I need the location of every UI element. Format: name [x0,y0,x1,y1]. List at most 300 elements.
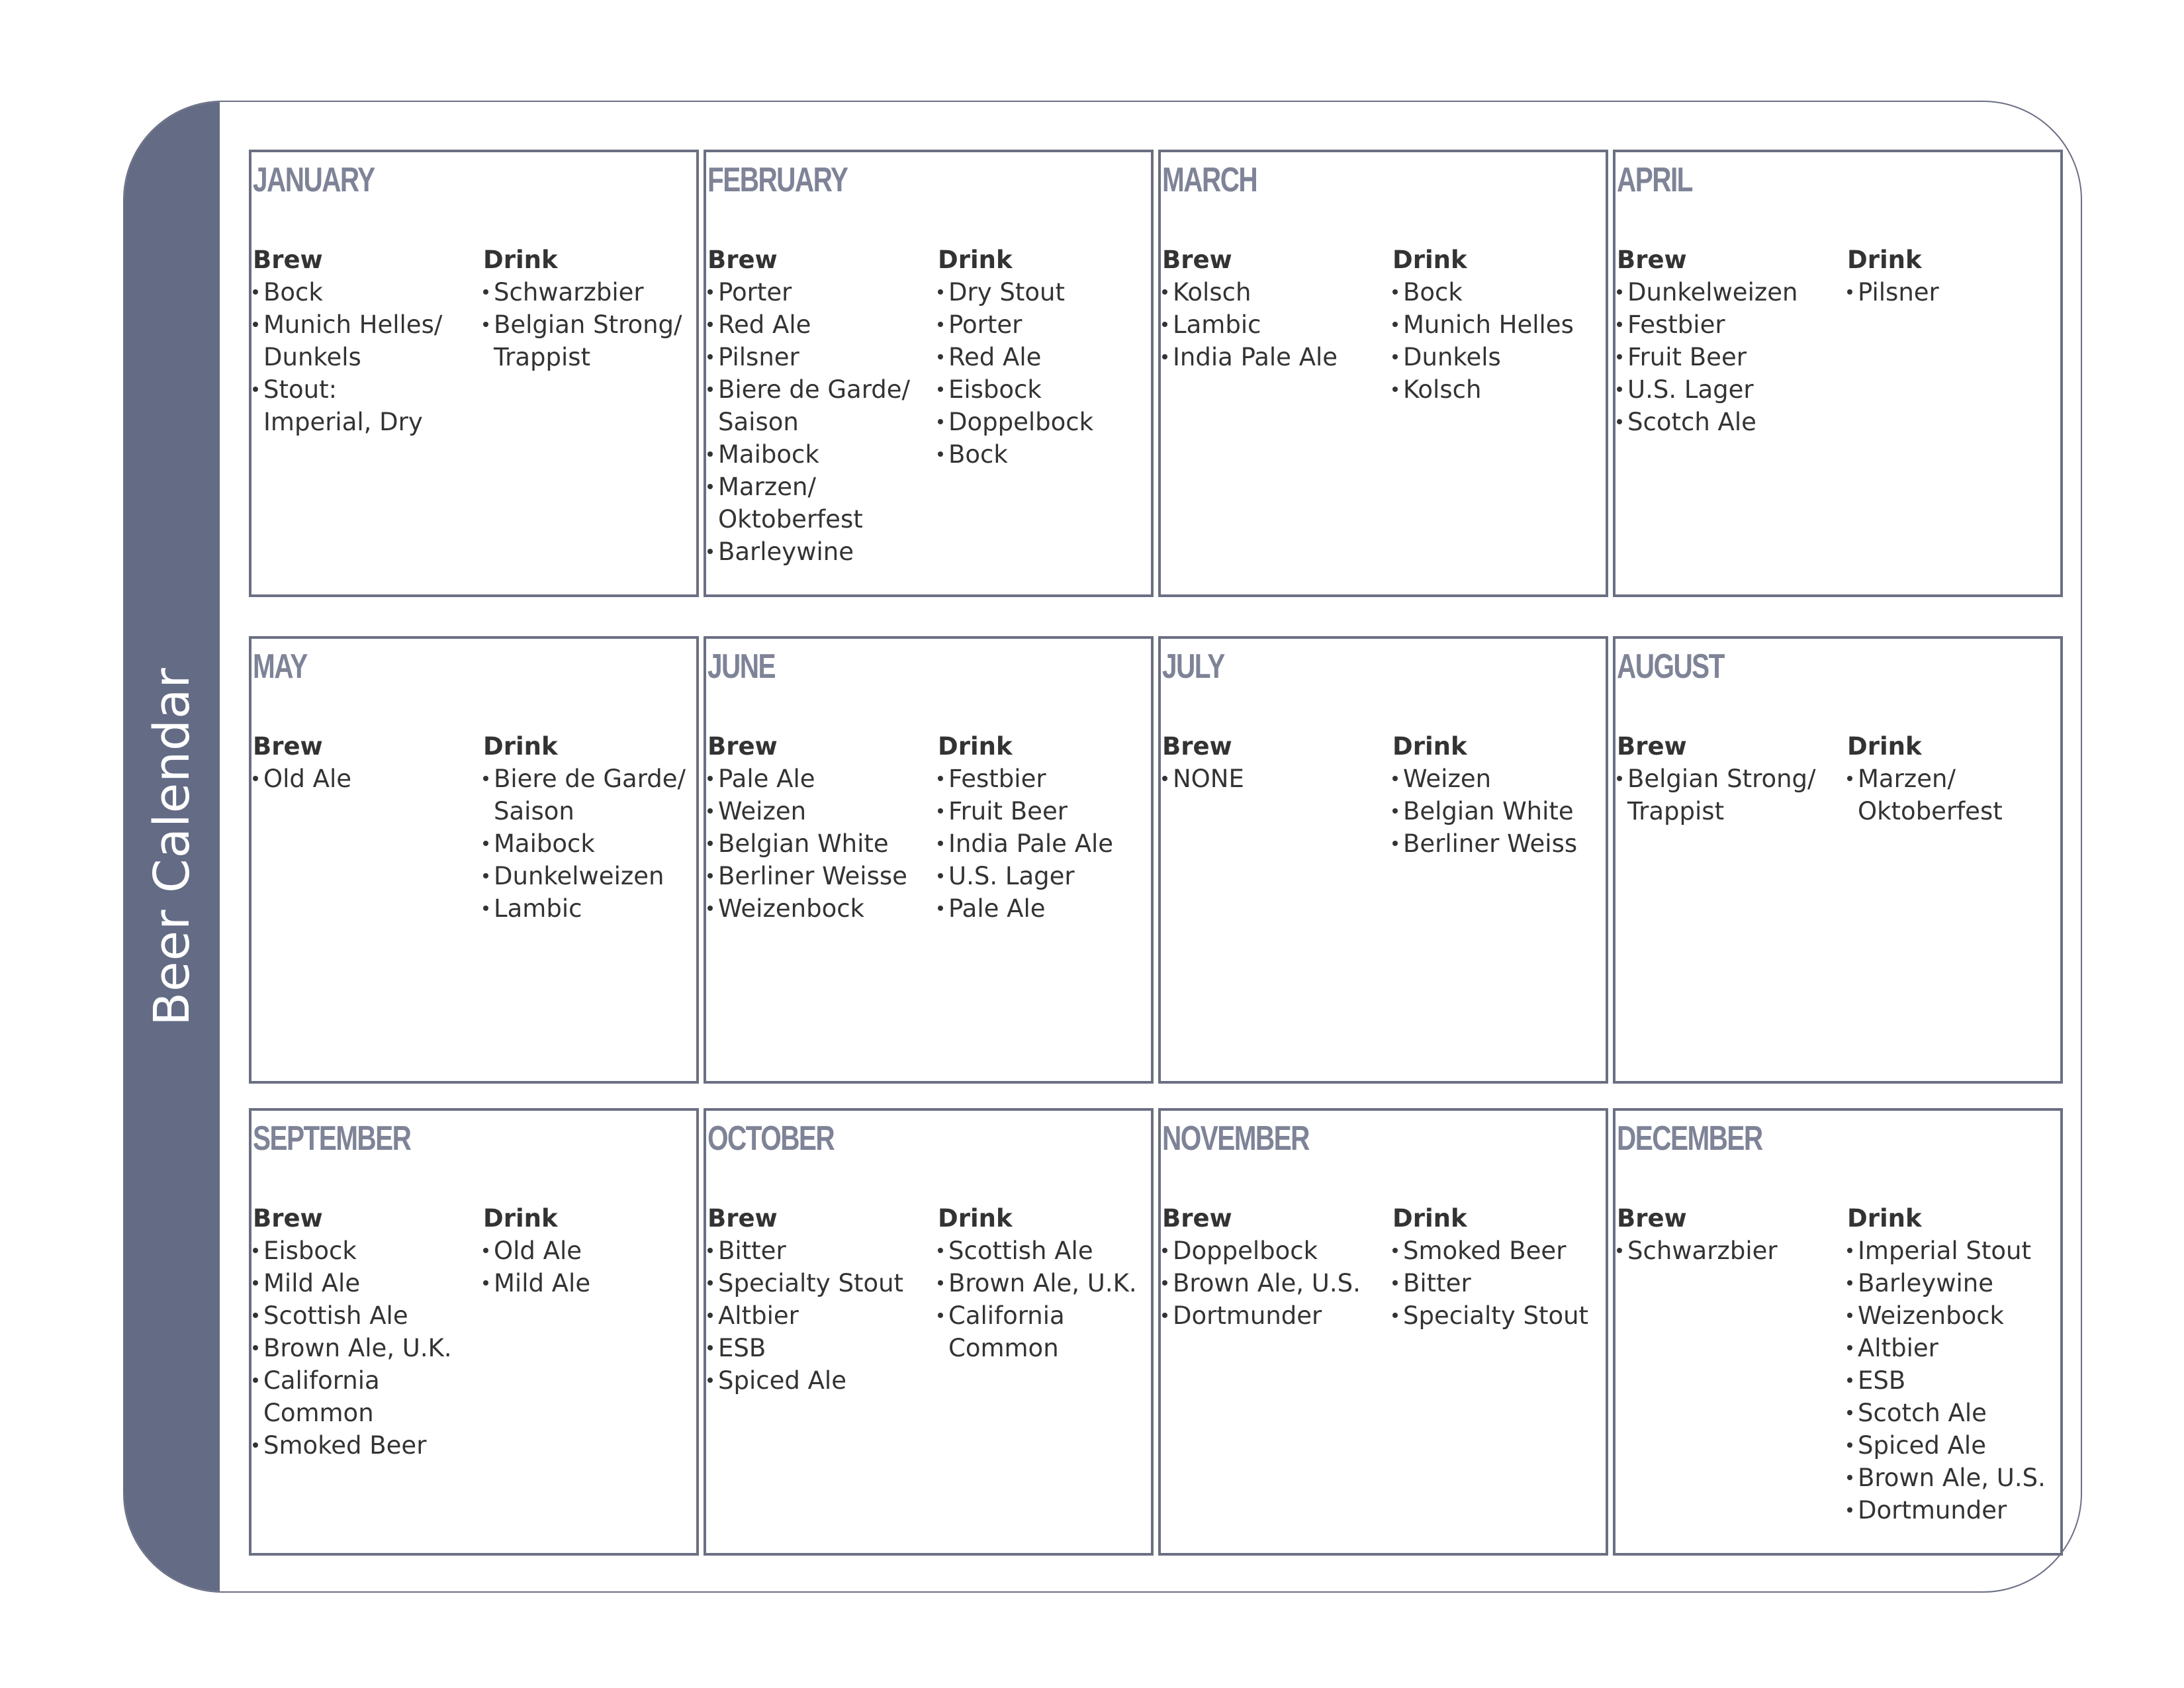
drink-item [1847,1299,2075,1332]
brew-item [253,1235,481,1267]
brew-item-label: Kolsch [1173,278,1251,306]
brew-item [707,1299,936,1332]
bullet-icon [1392,1248,1398,1253]
drink-item [1392,276,1621,308]
bullet-icon [707,1248,713,1253]
bullet-icon [1847,1345,1852,1350]
bullet-icon [707,1378,713,1383]
brew-item [253,763,481,795]
brew-item-label: Scottish Ale [263,1301,408,1330]
bullet-icon [1392,289,1398,295]
brew-item-label: Brown Ale, U.K. [263,1334,452,1362]
drink-item-label: California Common [948,1301,1065,1362]
bullet-icon [1162,289,1167,295]
brew-item-label: Berliner Weisse [718,862,907,890]
brew-item-label: Marzen/ Oktoberfest [718,473,863,534]
brew-item-label: Altbier [718,1301,799,1330]
drink-item-label: Weizenbock [1858,1301,2004,1330]
drink-heading: Drink [1847,1204,1922,1233]
bullet-icon [938,776,943,781]
drink-item [938,1267,1166,1299]
bullet-icon [1162,354,1167,359]
brew-heading: Brew [1162,246,1232,274]
brew-item-label: Brown Ale, U.S. [1173,1269,1361,1297]
drink-item-label: Mild Ale [494,1269,591,1297]
brew-column [1617,730,1845,827]
drink-item [938,1299,1166,1364]
drink-item [1847,1494,2075,1526]
brew-item [707,795,936,827]
bullet-icon [1392,841,1398,846]
month-title: SEPTEMBER [253,1119,411,1158]
brew-item [1162,276,1390,308]
bullet-icon [1392,1280,1398,1286]
bullet-icon [707,776,713,781]
drink-item-label: Specialty Stout [1403,1301,1589,1330]
brew-item [253,308,481,373]
drink-heading: Drink [483,1204,558,1233]
month-august [1613,636,2063,1084]
bullet-icon [707,873,713,878]
drink-heading: Drink [938,246,1013,274]
brew-item-label: Belgian Strong/ Trappist [1627,765,1816,825]
brew-column [1617,244,1845,438]
drink-item-label: Fruit Beer [948,797,1068,825]
month-title: NOVEMBER [1162,1119,1309,1158]
brew-item [707,827,936,860]
brew-item-label: Biere de Garde/ Saison [718,375,910,436]
drink-item-label: Belgian White [1403,797,1574,825]
brew-heading: Brew [253,1204,323,1233]
bullet-icon [1617,776,1622,781]
brew-item [1162,308,1390,341]
bullet-icon [1847,1378,1852,1383]
brew-column [253,244,481,438]
brew-item-label: U.S. Lager [1627,375,1754,404]
bullet-icon [253,387,258,392]
bullet-icon [1162,1313,1167,1318]
brew-item-label: NONE [1173,765,1244,793]
drink-item-label: Barleywine [1858,1269,1993,1297]
drink-item [1847,1397,2075,1429]
month-january [249,150,699,597]
drink-item-label: Spiced Ale [1858,1431,1986,1460]
brew-item-label: Pilsner [718,343,799,371]
drink-item [938,373,1166,406]
drink-item-label: Smoked Beer [1403,1237,1567,1265]
drink-item [1847,763,2075,827]
bullet-icon [1847,1410,1852,1415]
drink-item [1392,1235,1621,1267]
drink-item [1392,763,1621,795]
drink-item-label: India Pale Ale [948,829,1114,858]
brew-item [1162,1299,1390,1332]
drink-item [1847,1364,2075,1397]
drink-item-label: Biere de Garde/ Saison [494,765,686,825]
bullet-icon [1617,354,1622,359]
drink-column [1847,1202,2075,1526]
brew-column [1162,730,1390,795]
drink-item-label: ESB [1858,1366,1906,1395]
drink-item-label: Munich Helles [1403,310,1574,339]
bullet-icon [483,322,488,327]
drink-item [483,276,711,308]
bullet-icon [1617,1248,1622,1253]
brew-item-label: Bitter [718,1237,786,1265]
month-title: JANUARY [253,161,375,199]
drink-item [483,1235,711,1267]
brew-item [707,536,936,568]
brew-item [253,1267,481,1299]
drink-item [483,892,711,925]
drink-item-label: Marzen/ Oktoberfest [1858,765,2003,825]
bullet-icon [1162,1280,1167,1286]
drink-item [938,795,1166,827]
brew-item [1162,1267,1390,1299]
drink-heading: Drink [1847,732,1922,761]
bullet-icon [253,776,258,781]
brew-item [253,373,481,438]
bullet-icon [253,1378,258,1383]
bullet-icon [707,1313,713,1318]
bullet-icon [707,808,713,814]
brew-heading: Brew [1162,1204,1232,1233]
month-title: DECEMBER [1617,1119,1762,1158]
drink-item [938,892,1166,925]
bullet-icon [253,289,258,295]
brew-item [253,1299,481,1332]
month-february [704,150,1154,597]
month-title: AUGUST [1617,647,1724,686]
drink-heading: Drink [1392,246,1467,274]
brew-item-label: Weizen [718,797,807,825]
bullet-icon [938,451,943,457]
month-november [1158,1108,1608,1556]
brew-item-label: Porter [718,278,792,306]
bullet-icon [1162,322,1167,327]
brew-heading: Brew [1617,1204,1687,1233]
drink-item [483,308,711,373]
brew-column [707,1202,936,1397]
brew-item-label: Old Ale [263,765,352,793]
drink-item-label: Porter [948,310,1023,339]
month-title: FEBRUARY [707,161,848,199]
brew-heading: Brew [1162,732,1232,761]
brew-item-label: Mild Ale [263,1269,361,1297]
month-title: JUNE [707,647,775,686]
brew-heading: Brew [253,246,323,274]
brew-column [253,1202,481,1462]
brew-item [253,1332,481,1364]
brew-item-label: Spiced Ale [718,1366,846,1395]
drink-column [938,244,1166,471]
month-title: MAY [253,647,307,686]
bullet-icon [1617,419,1622,424]
bullet-icon [1162,776,1167,781]
bullet-icon [938,419,943,424]
drink-item-label: Dunkels [1403,343,1501,371]
drink-item [1392,795,1621,827]
drink-item-label: Eisbock [948,375,1042,404]
drink-column [483,244,711,373]
bullet-icon [707,289,713,295]
drink-item [938,827,1166,860]
bullet-icon [938,808,943,814]
drink-column [483,730,711,925]
drink-item [1847,1462,2075,1494]
bullet-icon [1617,322,1622,327]
bullet-icon [1847,1313,1852,1318]
drink-item-label: Pilsner [1858,278,1939,306]
brew-item [1162,1235,1390,1267]
drink-item [1847,1429,2075,1462]
brew-item-label: India Pale Ale [1173,343,1338,371]
drink-item-label: Schwarzbier [494,278,644,306]
bullet-icon [1392,387,1398,392]
brew-item-label: Pale Ale [718,765,815,793]
brew-item [707,308,936,341]
brew-item [1617,406,1845,438]
month-may [249,636,699,1084]
brew-item [1617,341,1845,373]
drink-heading: Drink [483,246,558,274]
bullet-icon [707,1345,713,1350]
brew-column [1617,1202,1845,1267]
drink-heading: Drink [1392,1204,1467,1233]
brew-item-label: Munich Helles/ Dunkels [263,310,443,371]
brew-item [253,1364,481,1429]
bullet-icon [938,289,943,295]
bullet-icon [483,289,488,295]
bullet-icon [483,841,488,846]
brew-item-label: Fruit Beer [1627,343,1747,371]
drink-item [1847,1235,2075,1267]
bullet-icon [1617,387,1622,392]
bullet-icon [1392,776,1398,781]
drink-column [1392,244,1621,406]
drink-item [938,308,1166,341]
brew-column [707,730,936,925]
drink-item [938,276,1166,308]
month-september [249,1108,699,1556]
bullet-icon [1847,289,1852,295]
brew-item-label: Scotch Ale [1627,408,1756,436]
month-march [1158,150,1608,597]
month-title: APRIL [1617,161,1692,199]
brew-item [707,341,936,373]
brew-item [707,1364,936,1397]
brew-item-label: Belgian White [718,829,889,858]
brew-item [707,1235,936,1267]
brew-item [1617,1235,1845,1267]
bullet-icon [938,1248,943,1253]
bullet-icon [1847,1475,1852,1480]
drink-item-label: Dortmunder [1858,1496,2007,1524]
drink-column [1847,244,2075,308]
brew-item-label: Stout: Imperial, Dry [263,375,423,436]
drink-item [483,763,711,827]
drink-item-label: Doppelbock [948,408,1094,436]
brew-item [1617,276,1845,308]
bullet-icon [707,1280,713,1286]
drink-item-label: Brown Ale, U.K. [948,1269,1137,1297]
bullet-icon [483,906,488,911]
brew-heading: Brew [707,732,778,761]
brew-heading: Brew [707,246,778,274]
drink-item-label: Pale Ale [948,894,1046,923]
drink-item-label: Bock [948,440,1008,469]
bullet-icon [707,322,713,327]
drink-column [938,730,1166,925]
brew-item-label: Specialty Stout [718,1269,904,1297]
drink-item-label: Dry Stout [948,278,1065,306]
drink-heading: Drink [1392,732,1467,761]
month-june [704,636,1154,1084]
brew-item [707,471,936,536]
brew-item [707,438,936,471]
drink-item [483,827,711,860]
month-title: OCTOBER [707,1119,835,1158]
drink-column [483,1202,711,1299]
bullet-icon [1392,322,1398,327]
month-title: MARCH [1162,161,1257,199]
drink-item [1392,827,1621,860]
drink-item [1847,1267,2075,1299]
bullet-icon [707,484,713,489]
bullet-icon [483,1248,488,1253]
bullet-icon [707,906,713,911]
brew-column [253,730,481,795]
brew-item [707,892,936,925]
brew-column [707,244,936,568]
bullet-icon [1847,1280,1852,1286]
drink-item-label: Festbier [948,765,1046,793]
bullet-icon [938,1313,943,1318]
brew-item-label: Dunkelweizen [1627,278,1798,306]
brew-item-label: ESB [718,1334,766,1362]
drink-item [938,860,1166,892]
drink-item [483,1267,711,1299]
brew-item-label: Lambic [1173,310,1261,339]
brew-item-label: Schwarzbier [1627,1237,1778,1265]
bullet-icon [483,873,488,878]
brew-item [707,763,936,795]
bullet-icon [1617,289,1622,295]
brew-item [707,276,936,308]
bullet-icon [1392,808,1398,814]
month-july [1158,636,1608,1084]
brew-item [1617,763,1845,827]
month-title: JULY [1162,647,1224,686]
brew-item [1162,341,1390,373]
brew-item [707,1332,936,1364]
brew-item-label: Weizenbock [718,894,864,923]
bullet-icon [938,873,943,878]
month-april [1613,150,2063,597]
drink-heading: Drink [938,1204,1013,1233]
bullet-icon [938,841,943,846]
drink-heading: Drink [1847,246,1922,274]
brew-item [707,373,936,438]
bullet-icon [938,1280,943,1286]
bullet-icon [253,322,258,327]
brew-item-label: Bock [263,278,323,306]
bullet-icon [707,841,713,846]
drink-item-label: Bitter [1403,1269,1471,1297]
drink-item-label: Scotch Ale [1858,1399,1987,1427]
brew-item [1162,763,1390,795]
brew-heading: Brew [1617,246,1687,274]
drink-item [938,763,1166,795]
drink-item [483,860,711,892]
brew-heading: Brew [253,732,323,761]
bullet-icon [483,1280,488,1286]
brew-item [253,1429,481,1462]
brew-item-label: Doppelbock [1173,1237,1318,1265]
bullet-icon [253,1313,258,1318]
bullet-icon [707,549,713,554]
brew-column [1162,1202,1390,1332]
bullet-icon [1847,1507,1852,1513]
page-title: Beer Calendar [144,667,201,1026]
drink-column [1847,730,2075,827]
bullet-icon [1392,354,1398,359]
drink-item-label: Red Ale [948,343,1042,371]
brew-item-label: Maibock [718,440,819,469]
bullet-icon [253,1345,258,1350]
drink-item [938,341,1166,373]
drink-item-label: Altbier [1858,1334,1938,1362]
bullet-icon [1392,1313,1398,1318]
drink-item-label: Imperial Stout [1858,1237,2031,1265]
month-december [1613,1108,2063,1556]
drink-item [938,1235,1166,1267]
month-october [704,1108,1154,1556]
bullet-icon [938,906,943,911]
bullet-icon [1162,1248,1167,1253]
drink-column [1392,1202,1621,1332]
bullet-icon [938,354,943,359]
brew-item-label: Red Ale [718,310,811,339]
brew-item [1617,308,1845,341]
bullet-icon [1847,776,1852,781]
brew-item-label: Festbier [1627,310,1725,339]
bullet-icon [938,387,943,392]
brew-item [707,1267,936,1299]
drink-item-label: Lambic [494,894,582,923]
drink-item-label: Berliner Weiss [1403,829,1578,858]
drink-item-label: U.S. Lager [948,862,1075,890]
drink-item-label: Bock [1403,278,1463,306]
drink-item [1392,341,1621,373]
drink-item-label: Old Ale [494,1237,582,1265]
brew-item [1617,373,1845,406]
bullet-icon [1847,1248,1852,1253]
drink-item [938,438,1166,471]
drink-item [1392,308,1621,341]
drink-item-label: Brown Ale, U.S. [1858,1464,2046,1492]
drink-item-label: Kolsch [1403,375,1482,404]
brew-item-label: Smoked Beer [263,1431,427,1460]
bullet-icon [707,451,713,457]
brew-column [1162,244,1390,373]
drink-heading: Drink [483,732,558,761]
drink-item-label: Belgian Strong/ Trappist [494,310,682,371]
bullet-icon [1847,1442,1852,1448]
brew-item-label: Eisbock [263,1237,357,1265]
drink-item [1392,1267,1621,1299]
brew-heading: Brew [707,1204,778,1233]
